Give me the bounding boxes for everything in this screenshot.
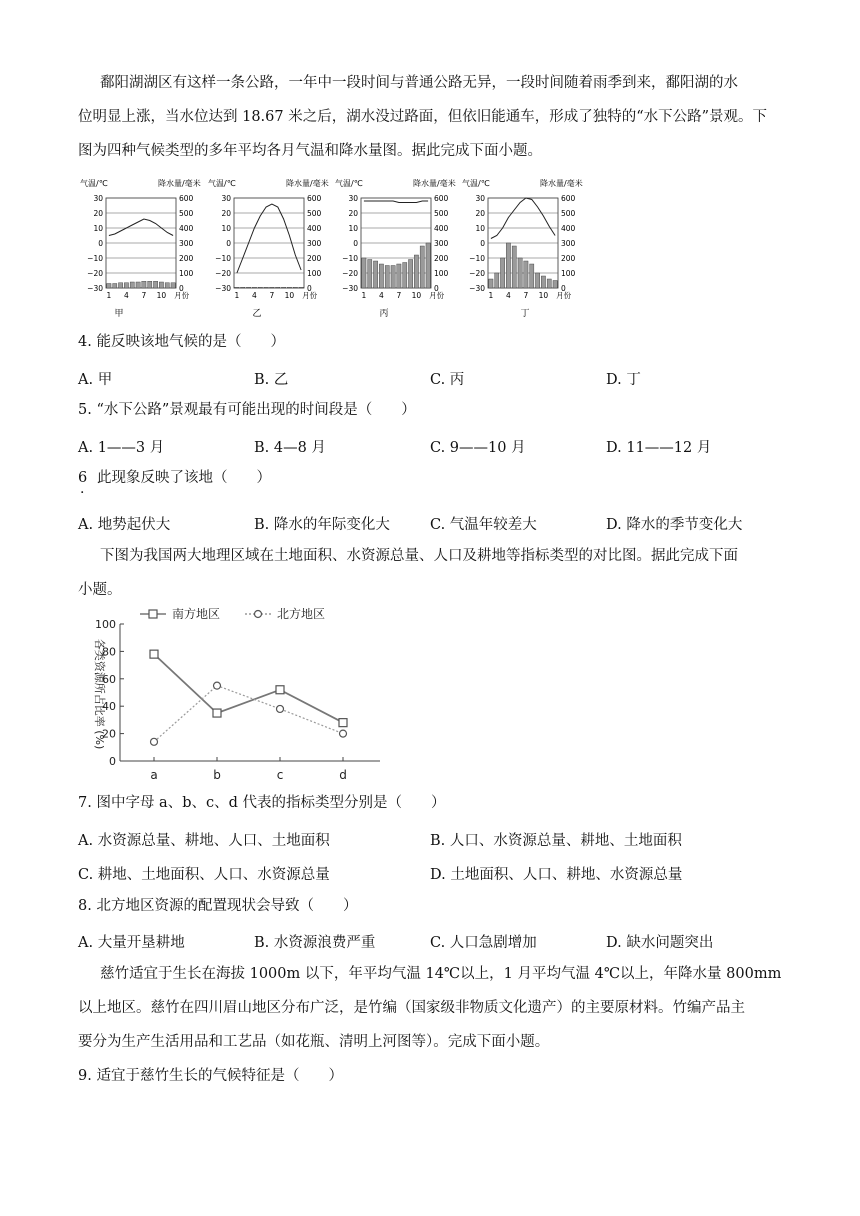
month-tick: 10 xyxy=(538,291,549,300)
x-tick-label: b xyxy=(213,768,221,782)
intro1-line3: 图为四种气候类型的多年平均各月气温和降水量图。据此完成下面小题。 xyxy=(78,143,542,159)
precip-bar xyxy=(130,282,134,288)
temp-axis-label: 气温/℃ xyxy=(335,179,363,188)
q6-number: 6 xyxy=(78,470,88,486)
temp-tick: 20 xyxy=(348,209,358,218)
q4-option-a[interactable]: A. 甲 xyxy=(78,372,113,388)
q5-stem: 5. “水下公路”景观最有可能出现的时间段是（ ） xyxy=(78,402,416,418)
q8-option-d[interactable]: D. 缺水问题突出 xyxy=(606,935,714,951)
y-tick-label: 100 xyxy=(95,618,116,631)
precip-tick: 300 xyxy=(307,239,322,248)
precip-tick: 100 xyxy=(434,269,449,278)
month-tick: 1 xyxy=(361,291,367,300)
precip-tick: 600 xyxy=(307,194,322,203)
precip-tick: 400 xyxy=(561,224,576,233)
precip-bar xyxy=(136,282,140,288)
precip-bar xyxy=(426,243,430,288)
q7-option-c[interactable]: C. 耕地、土地面积、人口、水资源总量 xyxy=(78,867,330,883)
intro3-line2: 以上地区。慈竹在四川眉山地区分布广泛，是竹编（国家级非物质文化遗产）的主要原材料。竹编产品主 xyxy=(78,1000,745,1016)
q6-dot: · xyxy=(80,485,85,501)
precip-bar xyxy=(118,283,122,288)
intro1-line1: 鄱阳湖湖区有这样一条公路，一年中一段时间与普通公路无异，一段时间随着雨季到来，鄱阳湖的水 xyxy=(100,75,738,91)
temp-tick: −10 xyxy=(469,254,485,263)
temp-tick: −30 xyxy=(215,284,231,293)
precip-axis-label: 降水量/毫米 xyxy=(158,179,201,188)
precip-tick: 400 xyxy=(434,224,449,233)
precip-bar xyxy=(107,284,111,289)
precip-tick: 500 xyxy=(307,209,322,218)
q7-stem: 7. 图中字母 a、b、c、d 代表的指标类型分别是（ ） xyxy=(78,795,446,811)
temp-tick: −20 xyxy=(469,269,485,278)
precip-bar xyxy=(252,287,256,288)
q6-stem: 此现象反映了该地（ ） xyxy=(97,470,271,486)
series-line-2 xyxy=(154,686,343,742)
temp-tick: 30 xyxy=(475,194,485,203)
temp-tick: 30 xyxy=(348,194,358,203)
month-unit: 月份 xyxy=(429,291,445,300)
temp-curve xyxy=(109,219,173,236)
intro1-line2: 位明显上涨，当水位达到 18.67 米之后，湖水没过路面，但依旧能通车，形成了独特的“水下公路”景观。下 xyxy=(78,109,768,125)
climate-panel-3 xyxy=(335,178,456,319)
temp-axis-label: 气温/℃ xyxy=(208,179,236,188)
q7-option-a[interactable]: A. 水资源总量、耕地、人口、土地面积 xyxy=(78,833,330,849)
y-tick-label: 80 xyxy=(102,645,116,659)
precip-tick: 100 xyxy=(307,269,322,278)
month-tick: 4 xyxy=(124,291,129,300)
temp-tick: −20 xyxy=(215,269,231,278)
precip-tick: 500 xyxy=(179,209,194,218)
precip-bar xyxy=(553,281,557,289)
precip-bar xyxy=(293,287,297,288)
temp-tick: 0 xyxy=(353,239,358,248)
precip-tick: 100 xyxy=(561,269,576,278)
month-tick: 4 xyxy=(506,291,511,300)
q5-option-a[interactable]: A. 1——3 月 xyxy=(78,440,165,456)
q7-option-b[interactable]: B. 人口、水资源总量、耕地、土地面积 xyxy=(430,833,682,849)
precip-tick: 0 xyxy=(434,284,439,293)
precip-bar xyxy=(535,273,539,288)
precip-bar xyxy=(258,287,262,288)
month-tick: 4 xyxy=(252,291,257,300)
precip-bar xyxy=(524,261,528,288)
legend-marker xyxy=(149,610,157,618)
temp-axis-label: 气温/℃ xyxy=(462,179,490,188)
precip-tick: 200 xyxy=(307,254,322,263)
precip-bar xyxy=(171,283,175,288)
temp-curve xyxy=(491,198,555,239)
precip-tick: 100 xyxy=(179,269,194,278)
panel-name: 乙 xyxy=(252,309,262,319)
x-tick-label: d xyxy=(339,768,347,782)
temp-tick: −10 xyxy=(215,254,231,263)
precip-bar xyxy=(403,263,407,289)
month-tick: 1 xyxy=(488,291,494,300)
precip-tick: 400 xyxy=(179,224,194,233)
precip-tick: 0 xyxy=(561,284,566,293)
y-tick-label: 60 xyxy=(102,672,116,686)
precip-bar xyxy=(142,281,146,288)
precip-tick: 500 xyxy=(434,209,449,218)
precip-bar xyxy=(287,287,291,288)
precip-bar xyxy=(281,287,285,288)
temp-tick: 20 xyxy=(221,209,231,218)
q4-option-c[interactable]: C. 丙 xyxy=(430,372,465,388)
precip-bar xyxy=(500,258,504,288)
month-tick: 10 xyxy=(156,291,167,300)
precip-bar xyxy=(368,260,372,289)
temp-tick: 0 xyxy=(98,239,103,248)
precip-bar xyxy=(165,283,169,288)
q5-option-d[interactable]: D. 11——12 月 xyxy=(606,440,712,456)
precip-bar xyxy=(385,266,389,289)
month-tick: 7 xyxy=(269,291,275,300)
precip-bar xyxy=(362,258,366,288)
precip-bar xyxy=(547,279,551,288)
month-tick: 10 xyxy=(284,291,295,300)
q4-option-b[interactable]: B. 乙 xyxy=(254,372,289,388)
precip-bar xyxy=(113,284,117,289)
q9-stem: 9. 适宜于慈竹生长的气候特征是（ ） xyxy=(78,1068,343,1084)
intro2-line1: 下图为我国两大地理区域在土地面积、水资源总量、人口及耕地等指标类型的对比图。据此完成下面 xyxy=(100,548,738,564)
month-tick: 4 xyxy=(379,291,384,300)
precip-tick: 200 xyxy=(434,254,449,263)
temp-curve xyxy=(364,201,428,203)
q5-option-b[interactable]: B. 4—8 月 xyxy=(254,440,326,456)
precip-bar xyxy=(246,287,250,288)
precip-bar xyxy=(264,287,268,288)
temp-tick: −20 xyxy=(87,269,103,278)
temp-axis-label: 气温/℃ xyxy=(80,179,108,188)
temp-tick: −10 xyxy=(87,254,103,263)
temp-tick: 30 xyxy=(93,194,103,203)
q7-option-d[interactable]: D. 土地面积、人口、耕地、水资源总量 xyxy=(430,867,683,883)
precip-bar xyxy=(420,246,424,288)
data-point xyxy=(150,650,158,658)
precip-bar xyxy=(408,260,412,289)
precip-tick: 600 xyxy=(434,194,449,203)
precip-tick: 300 xyxy=(179,239,194,248)
panel-name: 丙 xyxy=(379,309,389,319)
month-tick: 7 xyxy=(396,291,402,300)
climate-panel-4 xyxy=(462,178,583,319)
precip-bar xyxy=(512,246,516,288)
climate-panel-2 xyxy=(208,178,329,319)
temp-tick: 20 xyxy=(475,209,485,218)
precip-bar xyxy=(124,283,128,288)
precip-bar xyxy=(541,276,545,288)
x-tick-label: a xyxy=(150,768,158,782)
precip-bar xyxy=(241,287,245,288)
temp-tick: −20 xyxy=(342,269,358,278)
precip-bar xyxy=(299,287,303,288)
precip-bar xyxy=(414,255,418,288)
temp-curve xyxy=(237,204,301,273)
data-point xyxy=(339,719,347,727)
temp-tick: −10 xyxy=(342,254,358,263)
y-axis-label: 各类资源所占比率 (%) xyxy=(93,638,106,750)
temp-tick: 20 xyxy=(93,209,103,218)
precip-tick: 200 xyxy=(179,254,194,263)
intro3-line3: 要分为生产生活用品和工艺品（如花瓶、清明上河图等）。完成下面小题。 xyxy=(78,1034,550,1050)
precip-tick: 600 xyxy=(179,194,194,203)
month-tick: 1 xyxy=(234,291,240,300)
temp-tick: 10 xyxy=(221,224,231,233)
q8-option-c[interactable]: C. 人口急剧增加 xyxy=(430,935,537,951)
q6-option-b[interactable]: B. 降水的年际变化大 xyxy=(254,517,390,533)
q6-option-a[interactable]: A. 地势起伏大 xyxy=(78,517,171,533)
q6-option-d[interactable]: D. 降水的季节变化大 xyxy=(606,517,743,533)
month-tick: 7 xyxy=(141,291,147,300)
month-tick: 7 xyxy=(523,291,529,300)
y-tick-label: 40 xyxy=(102,700,116,714)
q8-option-b[interactable]: B. 水资源浪费严重 xyxy=(254,935,376,951)
q4-option-d[interactable]: D. 丁 xyxy=(606,372,641,388)
precip-bar xyxy=(495,273,499,288)
precip-bar xyxy=(276,287,280,288)
climate-panel-1 xyxy=(80,178,201,319)
temp-tick: 10 xyxy=(93,224,103,233)
intro3-line1: 慈竹适宜于生长在海拔 1000m 以下，年平均气温 14℃以上，1 月平均气温 4℃以上，年降水量 800mm xyxy=(100,966,782,982)
precip-bar xyxy=(379,264,383,288)
month-unit: 月份 xyxy=(556,291,572,300)
data-point xyxy=(214,682,221,689)
precip-bar xyxy=(397,264,401,288)
resource-line-chart xyxy=(80,604,390,784)
precip-bar xyxy=(235,287,239,288)
month-unit: 月份 xyxy=(302,291,318,300)
x-tick-label: c xyxy=(276,768,284,782)
q6-option-c[interactable]: C. 气温年较差大 xyxy=(430,517,537,533)
temp-tick: 30 xyxy=(221,194,231,203)
precip-bar xyxy=(530,264,534,288)
precip-bar xyxy=(391,266,395,289)
temp-tick: 10 xyxy=(475,224,485,233)
precip-bar xyxy=(373,261,377,288)
precip-tick: 400 xyxy=(307,224,322,233)
temp-tick: −30 xyxy=(342,284,358,293)
month-tick: 1 xyxy=(106,291,112,300)
data-point xyxy=(151,738,158,745)
precip-tick: 0 xyxy=(307,284,312,293)
legend-marker xyxy=(255,611,262,618)
temp-tick: 0 xyxy=(226,239,231,248)
precip-axis-label: 降水量/毫米 xyxy=(286,179,329,188)
legend-label: 北方地区 xyxy=(277,607,326,621)
precip-tick: 0 xyxy=(179,284,184,293)
data-point xyxy=(340,730,347,737)
intro2-line2: 小题。 xyxy=(78,582,122,598)
data-point xyxy=(213,709,221,717)
temp-tick: 0 xyxy=(480,239,485,248)
q8-option-a[interactable]: A. 大量开垦耕地 xyxy=(78,935,185,951)
precip-bar xyxy=(489,279,493,288)
data-point xyxy=(276,686,284,694)
precip-tick: 600 xyxy=(561,194,576,203)
precip-bar xyxy=(148,281,152,288)
climate-charts xyxy=(80,176,620,320)
precip-tick: 200 xyxy=(561,254,576,263)
month-tick: 10 xyxy=(411,291,422,300)
panel-name: 甲 xyxy=(114,309,124,319)
series-line-1 xyxy=(154,654,343,723)
precip-bar xyxy=(270,287,274,288)
q5-option-c[interactable]: C. 9——10 月 xyxy=(430,440,526,456)
temp-tick: 10 xyxy=(348,224,358,233)
q4-stem: 4. 能反映该地气候的是（ ） xyxy=(78,334,285,350)
month-unit: 月份 xyxy=(174,291,190,300)
temp-tick: −30 xyxy=(469,284,485,293)
precip-bar xyxy=(506,243,510,288)
precip-bar xyxy=(153,281,157,288)
data-point xyxy=(277,705,284,712)
precip-bar xyxy=(518,258,522,288)
panel-name: 丁 xyxy=(520,309,530,319)
precip-axis-label: 降水量/毫米 xyxy=(413,179,456,188)
precip-tick: 300 xyxy=(434,239,449,248)
y-tick-label: 20 xyxy=(102,727,116,741)
q8-stem: 8. 北方地区资源的配置现状会导致（ ） xyxy=(78,898,358,914)
precip-tick: 300 xyxy=(561,239,576,248)
y-tick-label: 0 xyxy=(109,755,116,768)
precip-bar xyxy=(159,282,163,288)
precip-tick: 500 xyxy=(561,209,576,218)
temp-tick: −30 xyxy=(87,284,103,293)
precip-axis-label: 降水量/毫米 xyxy=(540,179,583,188)
legend-label: 南方地区 xyxy=(172,607,221,621)
